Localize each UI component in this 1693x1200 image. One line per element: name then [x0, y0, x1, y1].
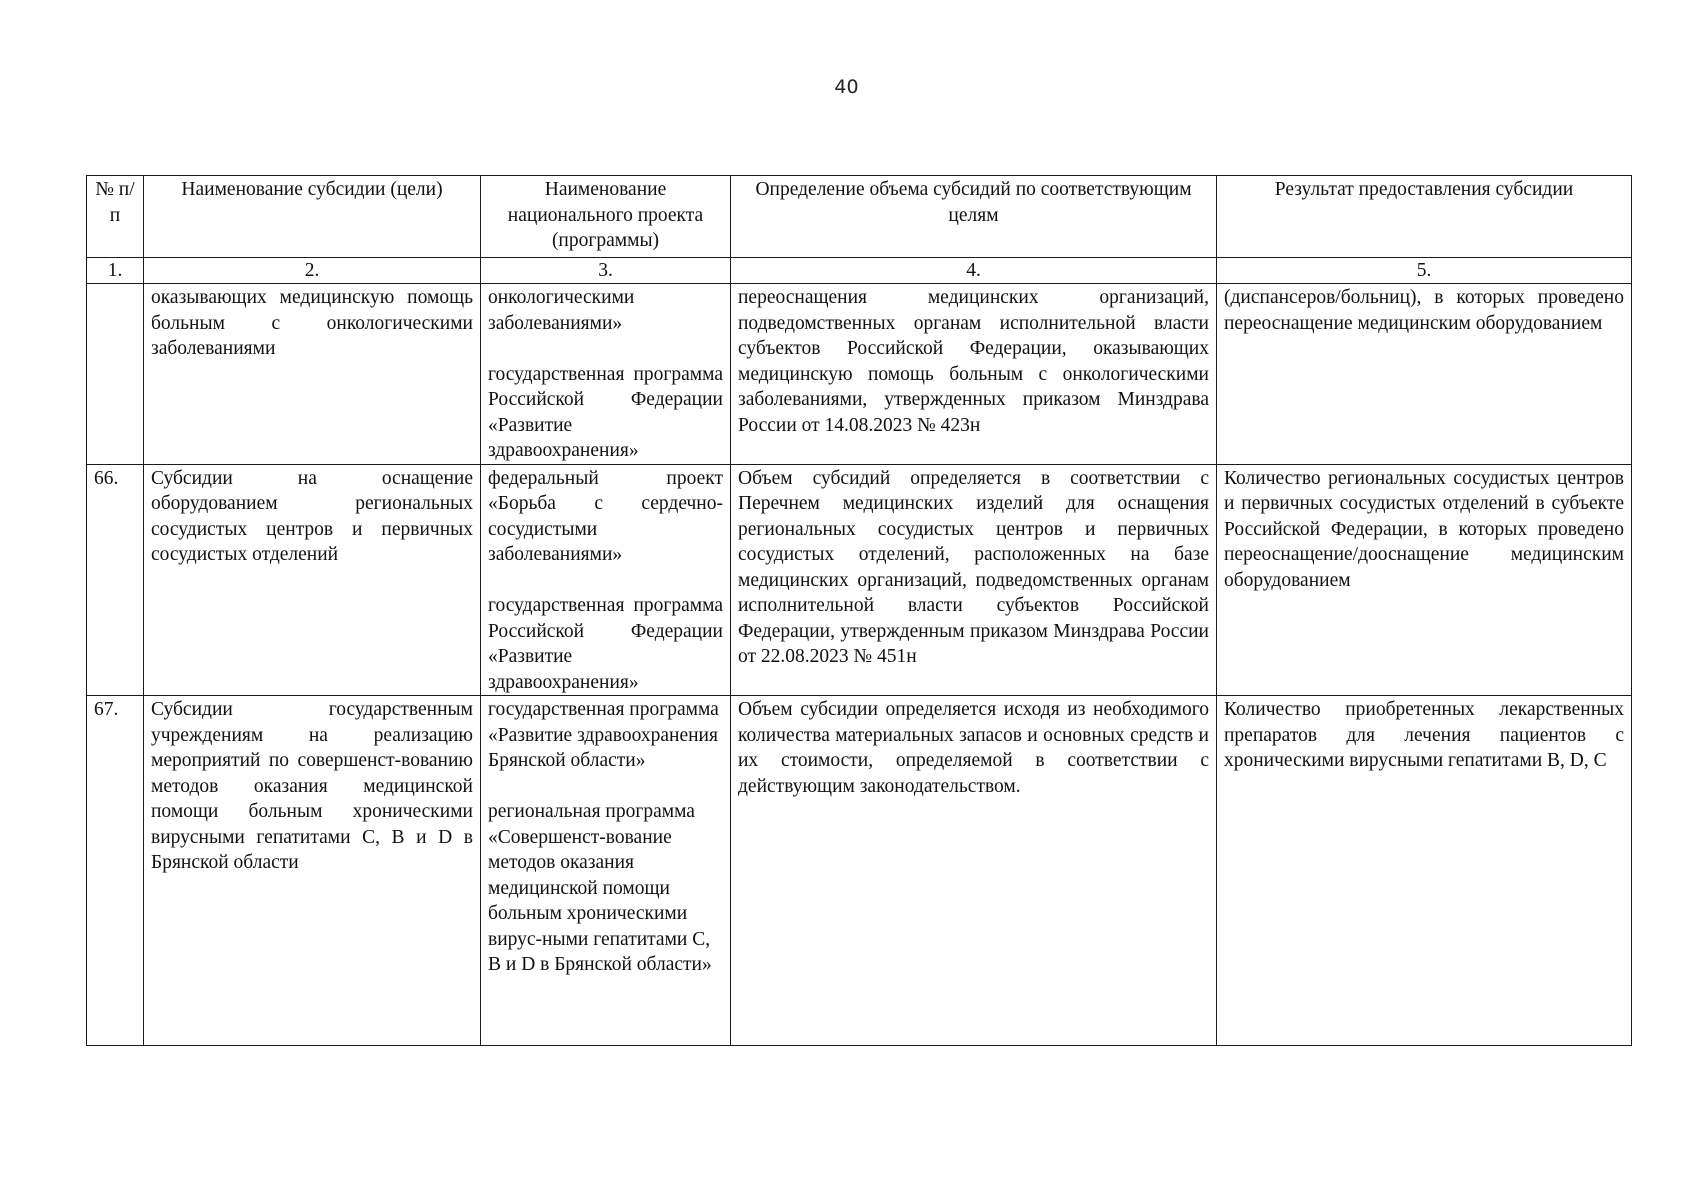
header-volume-definition: Определение объема субсидий по соответствующим целям	[731, 176, 1217, 258]
header-number: № п/п	[87, 176, 144, 258]
column-number: 5.	[1217, 258, 1632, 284]
project-state-program: государственная программа Российской Федерации «Развитие здравоохранения»	[488, 595, 723, 693]
row-number: 66.	[87, 464, 144, 696]
table-row	[87, 696, 1632, 1046]
column-number-row	[87, 258, 1632, 284]
header-project-name: Наименование национального проекта (программы)	[481, 176, 731, 258]
subsidy-name-cell: оказывающих медицинскую помощь больным с онкологическими заболеваниями	[144, 284, 481, 465]
project-cell	[481, 464, 731, 696]
volume-definition-cell: Объем субсидии определяется исходя из необходимого количества материальных запасов и основных средств и их стоимости, определяемой в соответствии с действующим законодательством.	[731, 696, 1217, 1046]
header-subsidy-name: Наименование субсидии (цели)	[144, 176, 481, 258]
result-cell: (диспансеров/больниц), в которых проведено переоснащение медицинским оборудованием	[1217, 284, 1632, 465]
column-number: 2.	[144, 258, 481, 284]
subsidy-name-cell: Субсидии на оснащение оборудованием региональных сосудистых центров и первичных сосудистых отделений	[144, 464, 481, 696]
table-row	[87, 464, 1632, 696]
column-number: 4.	[731, 258, 1217, 284]
result-cell: Количество приобретенных лекарственных препаратов для лечения пациентов с хроническими вирусными гепатитами В, D, С	[1217, 696, 1632, 1046]
table-row	[87, 284, 1632, 465]
row-number: 67.	[87, 696, 144, 1046]
page-number: 40	[834, 76, 859, 98]
project-primary: государственная программа «Развитие здравоохранения Брянской области»	[488, 699, 719, 771]
subsidy-name-cell: Субсидии государственным учреждениям на реализацию мероприятий по совершенст-вованию методов оказания медицинской помощи больным хроническими вирусными гепатитами С, В и D в Брянской области	[144, 696, 481, 1046]
subsidy-table	[86, 175, 1632, 1046]
table-header-row	[87, 176, 1632, 258]
result-cell: Количество региональных сосудистых центров и первичных сосудистых отделений в субъекте Российской Федерации, в которых проведено переоснащение/дооснащение медицинским оборудованием	[1217, 464, 1632, 696]
column-number: 3.	[481, 258, 731, 284]
project-regional-program: региональная программа «Совершенст-вование методов оказания медицинской помощи больным хроническими вирус-ными гепатитами С, В и D в Брянской области»	[488, 801, 712, 975]
project-primary: онкологическими заболеваниями»	[488, 287, 635, 334]
project-cell	[481, 284, 731, 465]
row-number	[87, 284, 144, 465]
volume-definition-cell: Объем субсидий определяется в соответствии с Перечнем медицинских изделий для оснащения региональных сосудистых центров и первичных сосудистых отделений, расположенных на базе медицинских организаций, подведомственных органам исполнительной власти субъектов Российской Федерации, утвержденным приказом Минздрава России от 22.08.2023 № 451н	[731, 464, 1217, 696]
column-number: 1.	[87, 258, 144, 284]
header-result: Результат предоставления субсидии	[1217, 176, 1632, 258]
project-state-program: государственная программа Российской Федерации «Развитие здравоохранения»	[488, 363, 723, 461]
project-cell	[481, 696, 731, 1046]
project-primary: федеральный проект «Борьба с сердечно-сосудистыми заболеваниями»	[488, 467, 723, 565]
volume-definition-cell: переоснащения медицинских организаций, подведомственных органам исполнительной власти субъектов Российской Федерации, оказывающих медицинскую помощь больным с онкологическими заболеваниями, утвержденных приказом Минздрава России от 14.08.2023 № 423н	[731, 284, 1217, 465]
